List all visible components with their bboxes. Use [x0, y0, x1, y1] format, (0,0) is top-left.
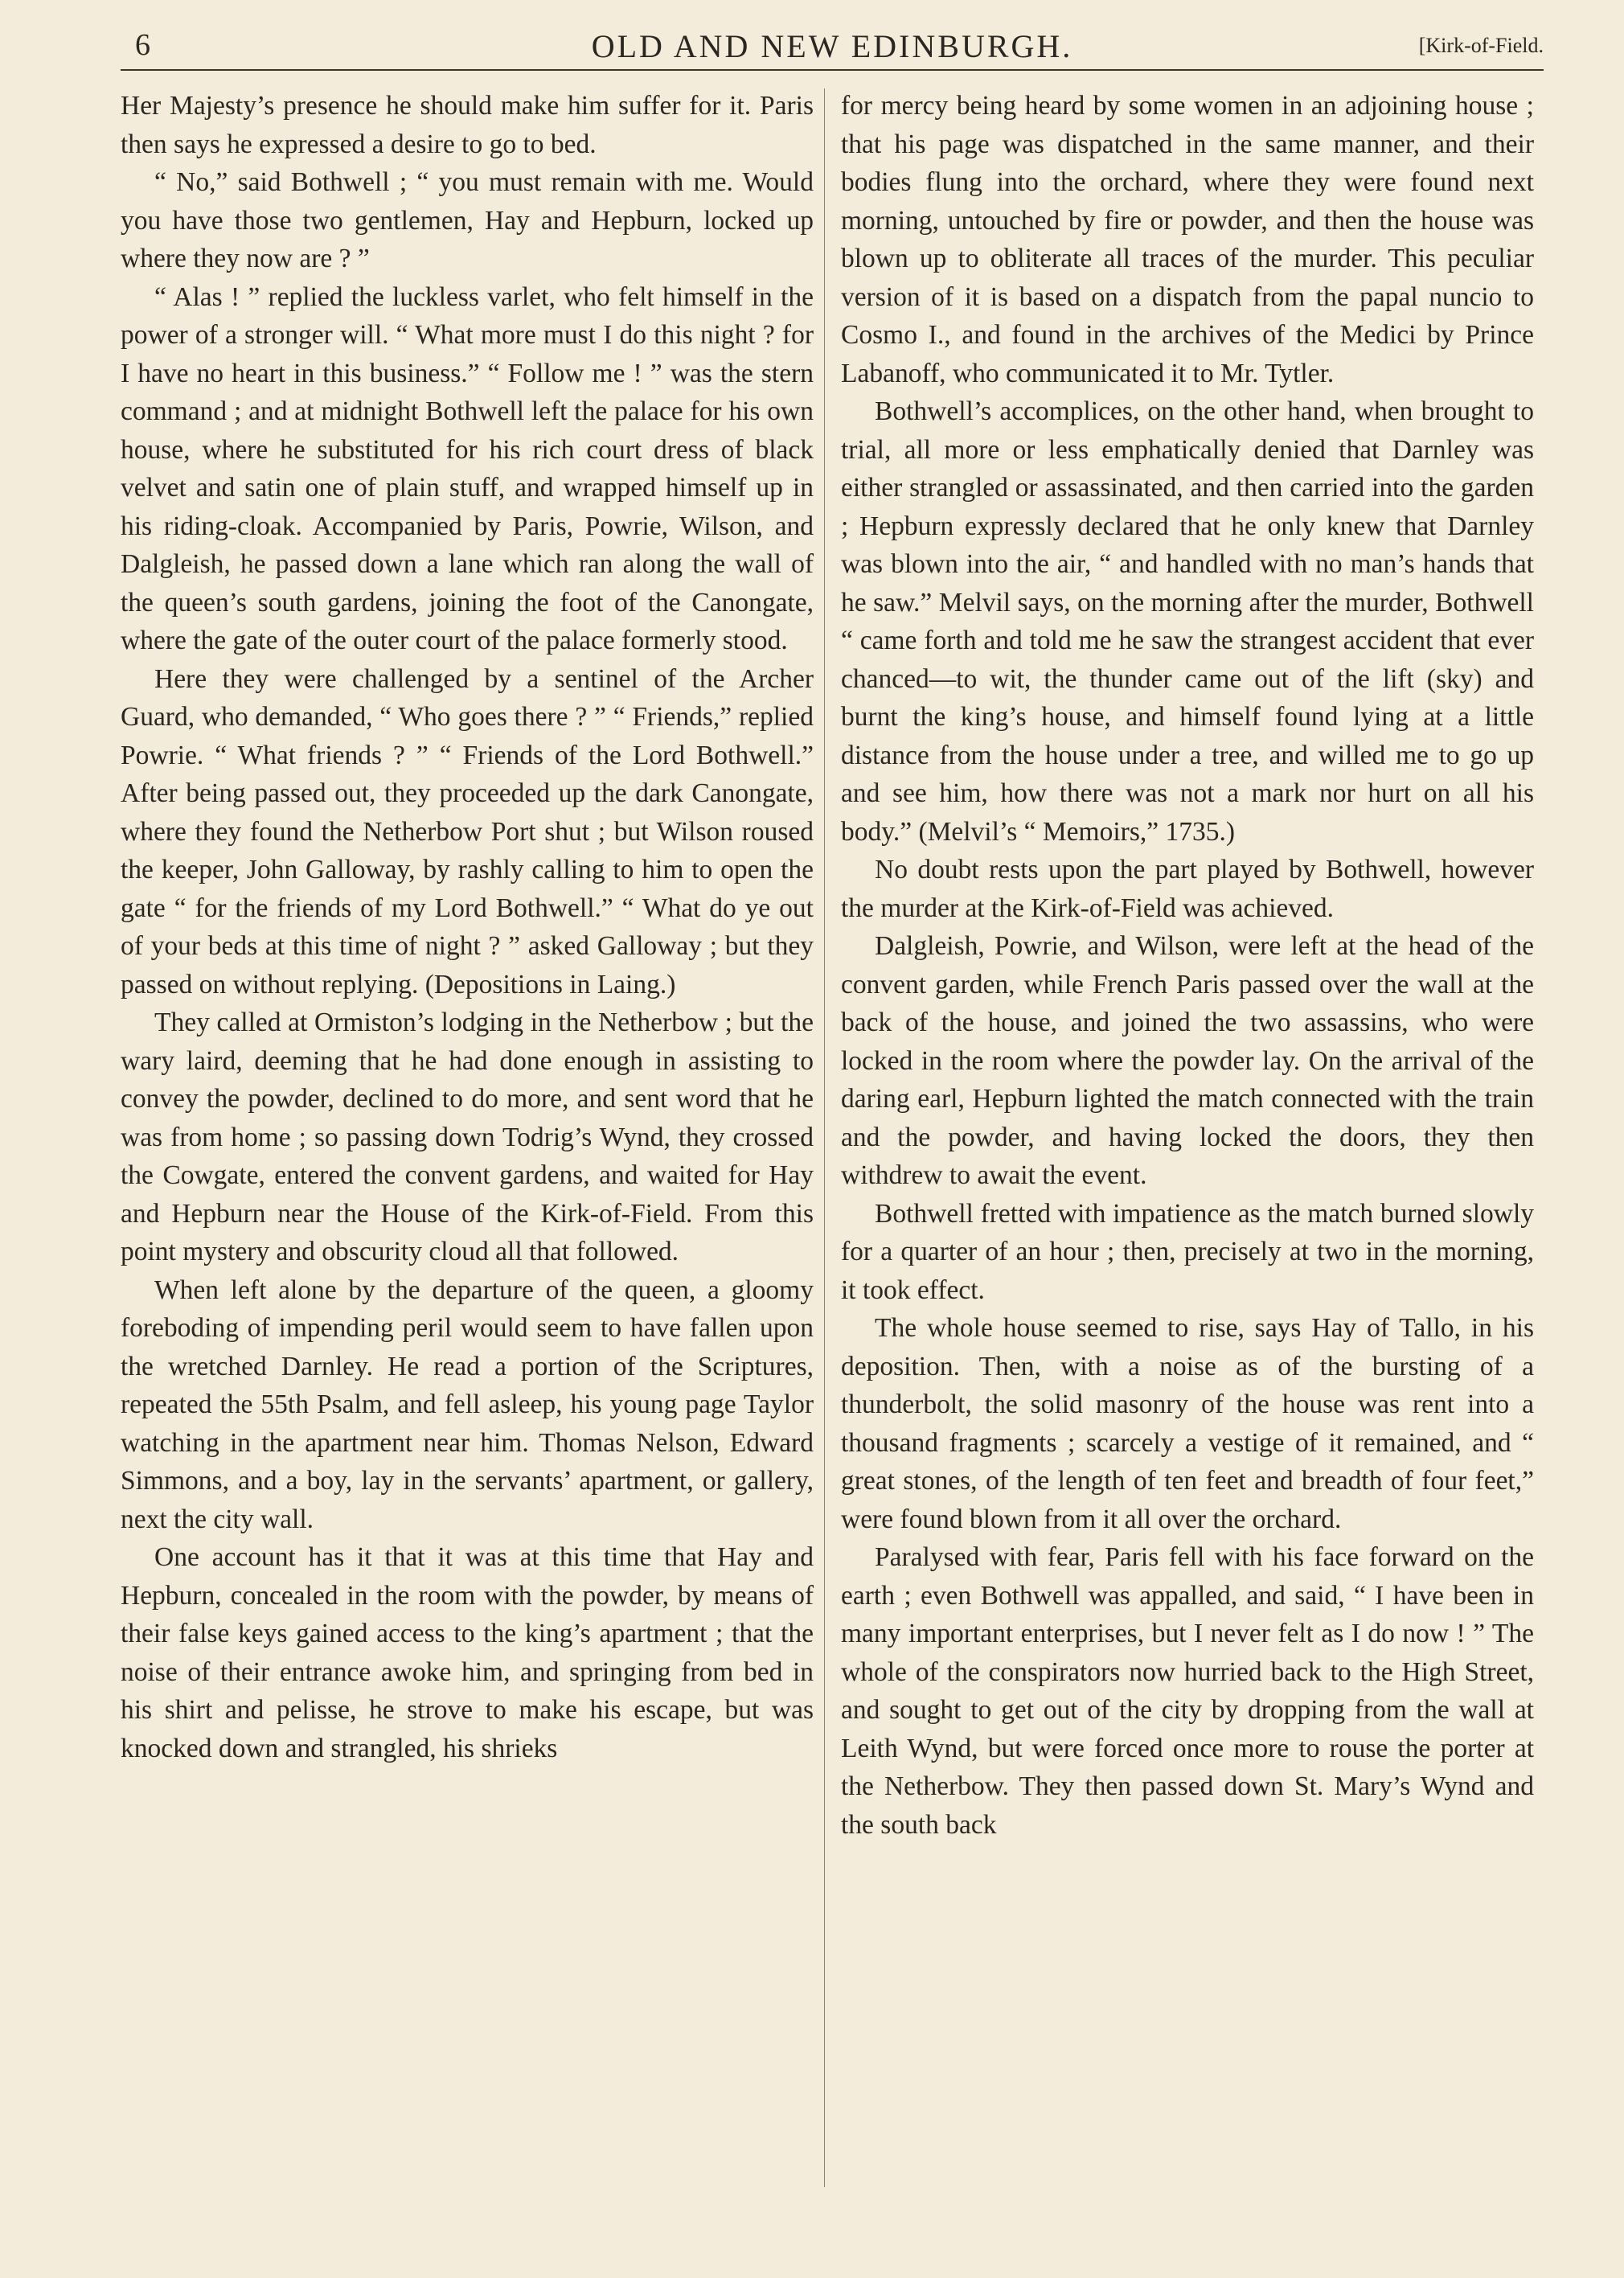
paragraph: “ Alas ! ” replied the luckless varlet, who felt himself in the power of a stronger will. “ What more must I do this night ? for I have no heart in this business.” “ Follow me ! ” was the stern command ; and at midnight Bothwell left the palace for his own house, where he substituted for his rich court dress of black velvet and satin one of plain stuff, and wrapped himself up in his riding-cloak. Accompanied by Paris, Powrie, Wilson, and Dalgleish, he passed down a lane which ran along the wall of the queen’s south gardens, joining the foot of the Canongate, where the gate of the outer court of the palace formerly stood.: [121, 281, 814, 655]
paragraph: One account has it that it was at this time that Hay and Hepburn, concealed in the room with the powder, by means of their false keys gained access to the king’s apartment ; that the noise of their entrance awoke him, and springing from bed in his shirt and pelisse, he strove to make his escape, but was knocked down and strangled, his shrieks: [121, 1542, 814, 1763]
column-divider: [824, 88, 825, 2187]
page-number: 6: [135, 28, 150, 62]
left-column: [121, 87, 814, 1767]
paragraph: Dalgleish, Powrie, and Wilson, were left at the head of the convent garden, while French Paris passed over the wall at the back of the house, and joined the two assassins, who were locked in the room where the powder lay. On the arrival of the daring earl, Hepburn lighted the match connected with the train and the powder, and having locked the doors, they then withdrew to await the event.: [841, 931, 1534, 1190]
paragraph: Paralysed with fear, Paris fell with his face forward on the earth ; even Bothwell was appalled, and said, “ I have been in many important enterprises, but I never felt as I do now ! ” The whole of the conspirators now hurried back to the High Street, and sought to get out of the city by dropping from the wall at Leith Wynd, but were forced once more to rouse the porter at the Netherbow. They then passed down St. Mary’s Wynd and the south back: [841, 1542, 1534, 1840]
paragraph: Here they were challenged by a sentinel of the Archer Guard, who demanded, “ Who goes there ? ” “ Friends,” replied Powrie. “ What friends ? ” “ Friends of the Lord Bothwell.” After being passed out, they proceeded up the dark Canongate, where they found the Netherbow Port shut ; but Wilson roused the keeper, John Galloway, by rashly calling to him to open the gate “ for the friends of my Lord Bothwell.” “ What do ye out of your beds at this time of night ? ” asked Galloway ; but they passed on without replying. (Depositions in Laing.): [121, 663, 814, 999]
paragraph: When left alone by the departure of the queen, a gloomy foreboding of impending peril would seem to have fallen upon the wretched Darnley. He read a portion of the Scriptures, repeated the 55th Psalm, and fell asleep, his young page Taylor watching in the apartment near him. Thomas Nelson, Edward Simmons, and a boy, lay in the servants’ apartment, or gallery, next the city wall.: [121, 1274, 814, 1534]
right-column: [841, 87, 1534, 1844]
section-label: [Kirk-of-Field.: [1418, 34, 1544, 57]
paragraph: Bothwell’s accomplices, on the other hand, when brought to trial, all more or less emphatically denied that Darnley was either strangled or assassinated, and then carried into the garden ; Hepburn expressly declared that he only knew that Darnley was blown into the air, “ and handled with no man’s hands that he saw.” Melvil says, on the morning after the murder, Bothwell “ came forth and told me he saw the strangest accident that ever chanced—to wit, the thunder came out of the lift (sky) and burnt the king’s house, and himself found lying at a little distance from the house under a tree, and willed me to go up and see him, how there was not a mark nor hurt on all his body.” (Melvil’s “ Memoirs,” 1735.): [841, 396, 1534, 847]
paragraph: “ No,” said Bothwell ; “ you must remain with me. Would you have those two gentlemen, Hay and Hepburn, locked up where they now are ? ”: [121, 167, 814, 273]
paragraph: They called at Ormiston’s lodging in the Netherbow ; but the wary laird, deeming that he had done enough in assisting to convey the powder, declined to do more, and sent word that he was from home ; so passing down Todrig’s Wynd, they crossed the Cowgate, entered the convent gardens, and waited for Hay and Hepburn near the House of the Kirk-of-Field. From this point mystery and obscurity cloud all that followed.: [121, 1008, 814, 1266]
paragraph: The whole house seemed to rise, says Hay of Tallo, in his deposition. Then, with a noise as of the bursting of a thunderbolt, the solid masonry of the house was rent into a thousand fragments ; scarcely a vestige of it remained, and “ great stones, of the length of ten feet and breadth of four feet,” were found blown from it all over the orchard.: [841, 1313, 1534, 1534]
running-title: OLD AND NEW EDINBURGH.: [591, 28, 1073, 64]
paragraph: Bothwell fretted with impatience as the match burned slowly for a quarter of an hour ; then, precisely at two in the morning, it took effect.: [841, 1198, 1534, 1305]
paragraph: No doubt rests upon the part played by Bothwell, however the murder at the Kirk-of-Field was achieved.: [841, 855, 1534, 923]
paragraph: Her Majesty’s presence he should make him suffer for it. Paris then says he expressed a desire to go to bed.: [121, 91, 814, 159]
header-rule: [121, 69, 1544, 71]
paragraph: for mercy being heard by some women in an adjoining house ; that his page was dispatched in the same manner, and their bodies flung into the orchard, where they were found next morning, untouched by fire or powder, and then the house was blown up to obliterate all traces of the murder. This peculiar version of it is based on a dispatch from the papal nuncio to Cosmo I., and found in the archives of the Medici by Prince Labanoff, who communicated it to Mr. Tytler.: [841, 91, 1534, 388]
page-header: [121, 23, 1544, 68]
